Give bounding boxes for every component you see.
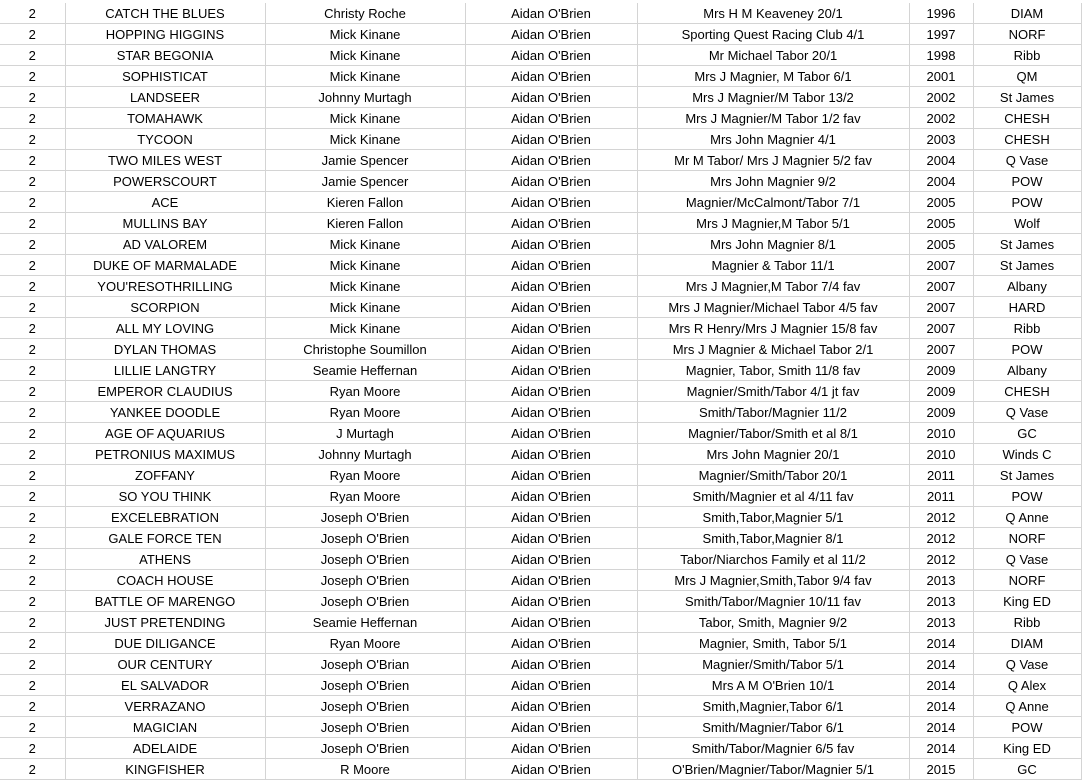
count-cell[interactable]: 2 (0, 402, 65, 423)
race-cell[interactable]: Q Anne (973, 696, 1081, 717)
count-cell[interactable]: 2 (0, 318, 65, 339)
horse-cell[interactable]: ZOFFANY (65, 465, 265, 486)
table-row (0, 675, 1081, 696)
horse-cell[interactable]: YOU'RESOTHRILLING (65, 276, 265, 297)
jockey-cell[interactable]: Mick Kinane (265, 255, 465, 276)
race-cell[interactable]: QM (973, 66, 1081, 87)
owner-odds-cell[interactable]: Smith,Magnier,Tabor 6/1 (637, 696, 909, 717)
table-body (0, 3, 1081, 780)
count-cell[interactable]: 2 (0, 192, 65, 213)
year-cell[interactable]: 2012 (909, 507, 973, 528)
year-cell[interactable]: 2007 (909, 318, 973, 339)
year-cell[interactable]: 2005 (909, 234, 973, 255)
horse-cell[interactable]: MULLINS BAY (65, 213, 265, 234)
count-cell[interactable]: 2 (0, 696, 65, 717)
year-cell[interactable]: 1997 (909, 24, 973, 45)
trainer-cell[interactable]: Aidan O'Brien (465, 465, 637, 486)
trainer-cell[interactable]: Aidan O'Brien (465, 3, 637, 24)
horse-cell[interactable]: YANKEE DOODLE (65, 402, 265, 423)
year-cell[interactable]: 2001 (909, 66, 973, 87)
count-cell[interactable]: 2 (0, 24, 65, 45)
jockey-cell[interactable]: Mick Kinane (265, 129, 465, 150)
year-cell[interactable]: 2011 (909, 486, 973, 507)
year-cell[interactable]: 2014 (909, 675, 973, 696)
trainer-cell[interactable]: Aidan O'Brien (465, 339, 637, 360)
count-cell[interactable]: 2 (0, 234, 65, 255)
trainer-cell[interactable]: Aidan O'Brien (465, 717, 637, 738)
jockey-cell[interactable]: Joseph O'Brien (265, 591, 465, 612)
owner-odds-cell[interactable]: Magnier, Smith, Tabor 5/1 (637, 633, 909, 654)
race-cell[interactable]: King ED (973, 591, 1081, 612)
horse-cell[interactable]: DUE DILIGANCE (65, 633, 265, 654)
owner-odds-cell[interactable]: Mrs J Magnier/M Tabor 13/2 (637, 87, 909, 108)
count-cell[interactable]: 2 (0, 87, 65, 108)
year-cell[interactable]: 2010 (909, 444, 973, 465)
count-cell[interactable]: 2 (0, 3, 65, 24)
horse-cell[interactable]: DUKE OF MARMALADE (65, 255, 265, 276)
jockey-cell[interactable]: Christy Roche (265, 3, 465, 24)
trainer-cell[interactable]: Aidan O'Brien (465, 528, 637, 549)
table-row (0, 129, 1081, 150)
owner-odds-cell[interactable]: Smith/Magnier et al 4/11 fav (637, 486, 909, 507)
jockey-cell[interactable]: Jamie Spencer (265, 171, 465, 192)
trainer-cell[interactable]: Aidan O'Brien (465, 150, 637, 171)
owner-odds-cell[interactable]: Smith/Magnier/Tabor 6/1 (637, 717, 909, 738)
race-cell[interactable]: King ED (973, 738, 1081, 759)
jockey-cell[interactable]: Mick Kinane (265, 276, 465, 297)
table-row (0, 171, 1081, 192)
jockey-cell[interactable]: Ryan Moore (265, 381, 465, 402)
count-cell[interactable]: 2 (0, 381, 65, 402)
owner-odds-cell[interactable]: Magnier/McCalmont/Tabor 7/1 (637, 192, 909, 213)
horse-cell[interactable]: POWERSCOURT (65, 171, 265, 192)
jockey-cell[interactable]: Joseph O'Brien (265, 549, 465, 570)
jockey-cell[interactable]: Joseph O'Brien (265, 507, 465, 528)
count-cell[interactable]: 2 (0, 675, 65, 696)
table-row (0, 255, 1081, 276)
trainer-cell[interactable]: Aidan O'Brien (465, 129, 637, 150)
horse-cell[interactable]: OUR CENTURY (65, 654, 265, 675)
table-row (0, 108, 1081, 129)
race-cell[interactable]: HARD (973, 297, 1081, 318)
owner-odds-cell[interactable]: Magnier/Smith/Tabor 20/1 (637, 465, 909, 486)
year-cell[interactable]: 2009 (909, 360, 973, 381)
year-cell[interactable]: 2012 (909, 549, 973, 570)
year-cell[interactable]: 2007 (909, 297, 973, 318)
race-cell[interactable]: POW (973, 171, 1081, 192)
race-cell[interactable]: Q Anne (973, 507, 1081, 528)
trainer-cell[interactable]: Aidan O'Brien (465, 255, 637, 276)
table-row (0, 591, 1081, 612)
trainer-cell[interactable]: Aidan O'Brien (465, 423, 637, 444)
horse-cell[interactable]: KINGFISHER (65, 759, 265, 780)
count-cell[interactable]: 2 (0, 45, 65, 66)
count-cell[interactable]: 2 (0, 591, 65, 612)
table-row (0, 654, 1081, 675)
trainer-cell[interactable]: Aidan O'Brien (465, 381, 637, 402)
race-cell[interactable]: St James (973, 234, 1081, 255)
horse-cell[interactable]: AD VALOREM (65, 234, 265, 255)
year-cell[interactable]: 2004 (909, 171, 973, 192)
trainer-cell[interactable]: Aidan O'Brien (465, 591, 637, 612)
year-cell[interactable]: 2014 (909, 654, 973, 675)
horse-cell[interactable]: VERRAZANO (65, 696, 265, 717)
horse-cell[interactable]: GALE FORCE TEN (65, 528, 265, 549)
jockey-cell[interactable]: J Murtagh (265, 423, 465, 444)
race-cell[interactable]: St James (973, 87, 1081, 108)
horse-cell[interactable]: CATCH THE BLUES (65, 3, 265, 24)
year-cell[interactable]: 2014 (909, 738, 973, 759)
table-row (0, 360, 1081, 381)
year-cell[interactable]: 2002 (909, 108, 973, 129)
table-row (0, 402, 1081, 423)
owner-odds-cell[interactable]: Magnier, Tabor, Smith 11/8 fav (637, 360, 909, 381)
trainer-cell[interactable]: Aidan O'Brien (465, 759, 637, 780)
count-cell[interactable]: 2 (0, 423, 65, 444)
horse-cell[interactable]: SOPHISTICAT (65, 66, 265, 87)
owner-odds-cell[interactable]: Smith,Tabor,Magnier 8/1 (637, 528, 909, 549)
trainer-cell[interactable]: Aidan O'Brien (465, 675, 637, 696)
race-cell[interactable]: Q Vase (973, 150, 1081, 171)
race-cell[interactable]: St James (973, 465, 1081, 486)
trainer-cell[interactable]: Aidan O'Brien (465, 66, 637, 87)
jockey-cell[interactable]: Johnny Murtagh (265, 444, 465, 465)
jockey-cell[interactable]: Joseph O'Brien (265, 738, 465, 759)
owner-odds-cell[interactable]: O'Brien/Magnier/Tabor/Magnier 5/1 (637, 759, 909, 780)
horse-cell[interactable]: MAGICIAN (65, 717, 265, 738)
table-row (0, 738, 1081, 759)
owner-odds-cell[interactable]: Mrs A M O'Brien 10/1 (637, 675, 909, 696)
race-cell[interactable]: CHESH (973, 108, 1081, 129)
jockey-cell[interactable]: Mick Kinane (265, 45, 465, 66)
table-row (0, 24, 1081, 45)
jockey-cell[interactable]: Joseph O'Brien (265, 675, 465, 696)
jockey-cell[interactable]: Mick Kinane (265, 108, 465, 129)
trainer-cell[interactable]: Aidan O'Brien (465, 507, 637, 528)
trainer-cell[interactable]: Aidan O'Brien (465, 402, 637, 423)
year-cell[interactable]: 2015 (909, 759, 973, 780)
count-cell[interactable]: 2 (0, 213, 65, 234)
race-cell[interactable]: NORF (973, 24, 1081, 45)
trainer-cell[interactable]: Aidan O'Brien (465, 612, 637, 633)
year-cell[interactable]: 1996 (909, 3, 973, 24)
table-row (0, 696, 1081, 717)
trainer-cell[interactable]: Aidan O'Brien (465, 486, 637, 507)
table-row (0, 633, 1081, 654)
horse-cell[interactable]: STAR BEGONIA (65, 45, 265, 66)
horse-cell[interactable]: TOMAHAWK (65, 108, 265, 129)
jockey-cell[interactable]: Joseph O'Brien (265, 570, 465, 591)
horse-cell[interactable]: ATHENS (65, 549, 265, 570)
jockey-cell[interactable]: Mick Kinane (265, 24, 465, 45)
horse-cell[interactable]: EL SALVADOR (65, 675, 265, 696)
trainer-cell[interactable]: Aidan O'Brien (465, 297, 637, 318)
horse-cell[interactable]: LANDSEER (65, 87, 265, 108)
count-cell[interactable]: 2 (0, 276, 65, 297)
count-cell[interactable]: 2 (0, 108, 65, 129)
owner-odds-cell[interactable]: Mrs J Magnier, M Tabor 6/1 (637, 66, 909, 87)
horse-cell[interactable]: ALL MY LOVING (65, 318, 265, 339)
horse-cell[interactable]: TYCOON (65, 129, 265, 150)
horse-cell[interactable]: AGE OF AQUARIUS (65, 423, 265, 444)
jockey-cell[interactable]: Mick Kinane (265, 297, 465, 318)
count-cell[interactable]: 2 (0, 528, 65, 549)
year-cell[interactable]: 2003 (909, 129, 973, 150)
trainer-cell[interactable]: Aidan O'Brien (465, 444, 637, 465)
race-cell[interactable]: POW (973, 486, 1081, 507)
table-row (0, 759, 1081, 780)
race-cell[interactable]: DIAM (973, 633, 1081, 654)
year-cell[interactable]: 2011 (909, 465, 973, 486)
jockey-cell[interactable]: Mick Kinane (265, 318, 465, 339)
jockey-cell[interactable]: Christophe Soumillon (265, 339, 465, 360)
count-cell[interactable]: 2 (0, 444, 65, 465)
trainer-cell[interactable]: Aidan O'Brien (465, 171, 637, 192)
owner-odds-cell[interactable]: Mrs J Magnier,M Tabor 7/4 fav (637, 276, 909, 297)
jockey-cell[interactable]: Seamie Heffernan (265, 360, 465, 381)
race-cell[interactable]: Wolf (973, 213, 1081, 234)
owner-odds-cell[interactable]: Mrs John Magnier 4/1 (637, 129, 909, 150)
horse-cell[interactable]: PETRONIUS MAXIMUS (65, 444, 265, 465)
jockey-cell[interactable]: Joseph O'Brien (265, 696, 465, 717)
horse-cell[interactable]: HOPPING HIGGINS (65, 24, 265, 45)
jockey-cell[interactable]: R Moore (265, 759, 465, 780)
race-cell[interactable]: DIAM (973, 3, 1081, 24)
jockey-cell[interactable]: Joseph O'Brien (265, 528, 465, 549)
horse-cell[interactable]: BATTLE OF MARENGO (65, 591, 265, 612)
horse-cell[interactable]: JUST PRETENDING (65, 612, 265, 633)
trainer-cell[interactable]: Aidan O'Brien (465, 45, 637, 66)
count-cell[interactable]: 2 (0, 465, 65, 486)
trainer-cell[interactable]: Aidan O'Brien (465, 24, 637, 45)
owner-odds-cell[interactable]: Mr Michael Tabor 20/1 (637, 45, 909, 66)
race-cell[interactable]: GC (973, 423, 1081, 444)
year-cell[interactable]: 2012 (909, 528, 973, 549)
owner-odds-cell[interactable]: Mrs J Magnier,M Tabor 5/1 (637, 213, 909, 234)
race-cell[interactable]: Q Alex (973, 675, 1081, 696)
jockey-cell[interactable]: Kieren Fallon (265, 213, 465, 234)
trainer-cell[interactable]: Aidan O'Brien (465, 276, 637, 297)
horse-cell[interactable]: COACH HOUSE (65, 570, 265, 591)
jockey-cell[interactable]: Jamie Spencer (265, 150, 465, 171)
owner-odds-cell[interactable]: Mr M Tabor/ Mrs J Magnier 5/2 fav (637, 150, 909, 171)
year-cell[interactable]: 2002 (909, 87, 973, 108)
jockey-cell[interactable]: Mick Kinane (265, 234, 465, 255)
jockey-cell[interactable]: Kieren Fallon (265, 192, 465, 213)
table-row (0, 66, 1081, 87)
race-cell[interactable]: Winds C (973, 444, 1081, 465)
jockey-cell[interactable]: Johnny Murtagh (265, 87, 465, 108)
owner-odds-cell[interactable]: Smith/Tabor/Magnier 6/5 fav (637, 738, 909, 759)
owner-odds-cell[interactable]: Magnier/Smith/Tabor 5/1 (637, 654, 909, 675)
year-cell[interactable]: 2014 (909, 717, 973, 738)
count-cell[interactable]: 2 (0, 612, 65, 633)
jockey-cell[interactable]: Ryan Moore (265, 402, 465, 423)
trainer-cell[interactable]: Aidan O'Brien (465, 87, 637, 108)
owner-odds-cell[interactable]: Magnier/Smith/Tabor 4/1 jt fav (637, 381, 909, 402)
owner-odds-cell[interactable]: Tabor, Smith, Magnier 9/2 (637, 612, 909, 633)
owner-odds-cell[interactable]: Mrs J Magnier/Michael Tabor 4/5 fav (637, 297, 909, 318)
horse-cell[interactable]: SCORPION (65, 297, 265, 318)
race-cell[interactable]: NORF (973, 570, 1081, 591)
table-row (0, 150, 1081, 171)
horse-cell[interactable]: DYLAN THOMAS (65, 339, 265, 360)
horse-cell[interactable]: SO YOU THINK (65, 486, 265, 507)
table-row (0, 465, 1081, 486)
table-row (0, 213, 1081, 234)
table-row (0, 612, 1081, 633)
owner-odds-cell[interactable]: Tabor/Niarchos Family et al 11/2 (637, 549, 909, 570)
count-cell[interactable]: 2 (0, 339, 65, 360)
table-row (0, 570, 1081, 591)
spreadsheet (0, 3, 1081, 777)
year-cell[interactable]: 2014 (909, 696, 973, 717)
race-cell[interactable]: Q Vase (973, 549, 1081, 570)
count-cell[interactable]: 2 (0, 759, 65, 780)
count-cell[interactable]: 2 (0, 549, 65, 570)
table-row (0, 318, 1081, 339)
year-cell[interactable]: 2004 (909, 150, 973, 171)
table-row (0, 339, 1081, 360)
table-row (0, 507, 1081, 528)
table-row (0, 297, 1081, 318)
year-cell[interactable]: 2013 (909, 570, 973, 591)
owner-odds-cell[interactable]: Mrs John Magnier 8/1 (637, 234, 909, 255)
race-cell[interactable]: POW (973, 339, 1081, 360)
year-cell[interactable]: 2009 (909, 381, 973, 402)
trainer-cell[interactable]: Aidan O'Brien (465, 234, 637, 255)
race-cell[interactable]: CHESH (973, 129, 1081, 150)
owner-odds-cell[interactable]: Magnier/Tabor/Smith et al 8/1 (637, 423, 909, 444)
table-row (0, 444, 1081, 465)
table-row (0, 234, 1081, 255)
table-row (0, 192, 1081, 213)
jockey-cell[interactable]: Joseph O'Brien (265, 717, 465, 738)
count-cell[interactable]: 2 (0, 633, 65, 654)
count-cell[interactable]: 2 (0, 486, 65, 507)
jockey-cell[interactable]: Seamie Heffernan (265, 612, 465, 633)
race-cell[interactable]: CHESH (973, 381, 1081, 402)
owner-odds-cell[interactable]: Mrs J Magnier,Smith,Tabor 9/4 fav (637, 570, 909, 591)
results-table (0, 3, 1082, 780)
owner-odds-cell[interactable]: Mrs John Magnier 9/2 (637, 171, 909, 192)
trainer-cell[interactable]: Aidan O'Brien (465, 213, 637, 234)
race-cell[interactable]: Albany (973, 360, 1081, 381)
table-row (0, 45, 1081, 66)
trainer-cell[interactable]: Aidan O'Brien (465, 738, 637, 759)
count-cell[interactable]: 2 (0, 66, 65, 87)
trainer-cell[interactable]: Aidan O'Brien (465, 318, 637, 339)
year-cell[interactable]: 2009 (909, 402, 973, 423)
count-cell[interactable]: 2 (0, 150, 65, 171)
year-cell[interactable]: 2007 (909, 339, 973, 360)
year-cell[interactable]: 2005 (909, 213, 973, 234)
race-cell[interactable]: St James (973, 255, 1081, 276)
horse-cell[interactable]: ACE (65, 192, 265, 213)
count-cell[interactable]: 2 (0, 297, 65, 318)
horse-cell[interactable]: TWO MILES WEST (65, 150, 265, 171)
race-cell[interactable]: POW (973, 192, 1081, 213)
race-cell[interactable]: Q Vase (973, 402, 1081, 423)
year-cell[interactable]: 2007 (909, 255, 973, 276)
year-cell[interactable]: 2013 (909, 591, 973, 612)
year-cell[interactable]: 2007 (909, 276, 973, 297)
horse-cell[interactable]: ADELAIDE (65, 738, 265, 759)
year-cell[interactable]: 2013 (909, 612, 973, 633)
year-cell[interactable]: 2010 (909, 423, 973, 444)
owner-odds-cell[interactable]: Magnier & Tabor 11/1 (637, 255, 909, 276)
race-cell[interactable]: Albany (973, 276, 1081, 297)
trainer-cell[interactable]: Aidan O'Brien (465, 549, 637, 570)
jockey-cell[interactable]: Mick Kinane (265, 66, 465, 87)
owner-odds-cell[interactable]: Smith,Tabor,Magnier 5/1 (637, 507, 909, 528)
owner-odds-cell[interactable]: Smith/Tabor/Magnier 11/2 (637, 402, 909, 423)
count-cell[interactable]: 2 (0, 738, 65, 759)
count-cell[interactable]: 2 (0, 129, 65, 150)
year-cell[interactable]: 2005 (909, 192, 973, 213)
count-cell[interactable]: 2 (0, 507, 65, 528)
owner-odds-cell[interactable]: Mrs John Magnier 20/1 (637, 444, 909, 465)
horse-cell[interactable]: EXCELEBRATION (65, 507, 265, 528)
count-cell[interactable]: 2 (0, 717, 65, 738)
year-cell[interactable]: 1998 (909, 45, 973, 66)
race-cell[interactable]: Ribb (973, 612, 1081, 633)
trainer-cell[interactable]: Aidan O'Brien (465, 108, 637, 129)
owner-odds-cell[interactable]: Mrs H M Keaveney 20/1 (637, 3, 909, 24)
table-row (0, 717, 1081, 738)
table-row (0, 87, 1081, 108)
race-cell[interactable]: POW (973, 717, 1081, 738)
count-cell[interactable]: 2 (0, 171, 65, 192)
count-cell[interactable]: 2 (0, 570, 65, 591)
trainer-cell[interactable]: Aidan O'Brien (465, 192, 637, 213)
year-cell[interactable]: 2014 (909, 633, 973, 654)
table-row (0, 549, 1081, 570)
race-cell[interactable]: NORF (973, 528, 1081, 549)
jockey-cell[interactable]: Joseph O'Brian (265, 654, 465, 675)
owner-odds-cell[interactable]: Smith/Tabor/Magnier 10/11 fav (637, 591, 909, 612)
horse-cell[interactable]: LILLIE LANGTRY (65, 360, 265, 381)
table-row (0, 3, 1081, 24)
trainer-cell[interactable]: Aidan O'Brien (465, 696, 637, 717)
jockey-cell[interactable]: Ryan Moore (265, 486, 465, 507)
horse-cell[interactable]: EMPEROR CLAUDIUS (65, 381, 265, 402)
race-cell[interactable]: Ribb (973, 45, 1081, 66)
race-cell[interactable]: GC (973, 759, 1081, 780)
jockey-cell[interactable]: Ryan Moore (265, 633, 465, 654)
count-cell[interactable]: 2 (0, 654, 65, 675)
trainer-cell[interactable]: Aidan O'Brien (465, 360, 637, 381)
table-row (0, 276, 1081, 297)
table-row (0, 486, 1081, 507)
jockey-cell[interactable]: Ryan Moore (265, 465, 465, 486)
trainer-cell[interactable]: Aidan O'Brien (465, 570, 637, 591)
race-cell[interactable]: Q Vase (973, 654, 1081, 675)
trainer-cell[interactable]: Aidan O'Brien (465, 654, 637, 675)
owner-odds-cell[interactable]: Mrs R Henry/Mrs J Magnier 15/8 fav (637, 318, 909, 339)
trainer-cell[interactable]: Aidan O'Brien (465, 633, 637, 654)
table-row (0, 381, 1081, 402)
race-cell[interactable]: Ribb (973, 318, 1081, 339)
count-cell[interactable]: 2 (0, 360, 65, 381)
table-row (0, 528, 1081, 549)
owner-odds-cell[interactable]: Mrs J Magnier/M Tabor 1/2 fav (637, 108, 909, 129)
owner-odds-cell[interactable]: Sporting Quest Racing Club 4/1 (637, 24, 909, 45)
owner-odds-cell[interactable]: Mrs J Magnier & Michael Tabor 2/1 (637, 339, 909, 360)
table-row (0, 423, 1081, 444)
count-cell[interactable]: 2 (0, 255, 65, 276)
